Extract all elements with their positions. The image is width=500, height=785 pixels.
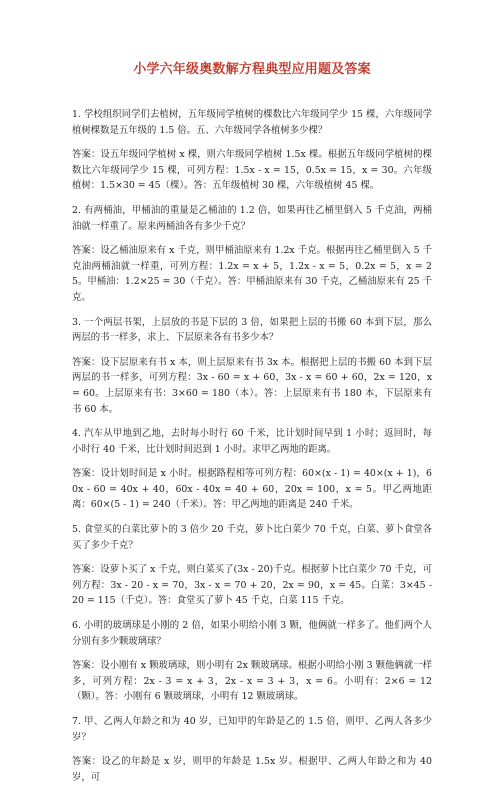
page-title: 小学六年级奥数解方程典型应用题及答案: [133, 62, 371, 77]
question-5: 5. 食堂买的白菜比萝卜的 3 倍少 20 千克，萝卜比白菜少 70 千克，白菜、萝卜食堂各买了多少千克？: [72, 524, 432, 551]
answer-1: 答案：设五年级同学植树 x 棵，则六年级同学植树 1.5x 棵。根据五年级同学植树的棵数比六年级同学少 15 棵，可列方程：1.5x - x = 15，0.5x = 15，x = 30。六年级植树：1.5×30 = 45（棵）。答：五年级植树 30 棵，六年级植树 45 棵。: [72, 149, 432, 192]
problem-5: [72, 522, 432, 609]
question-6: 6. 小明的玻璃球是小刚的 2 倍，如果小明给小刚 3 颗，他俩就一样多了。他们两个人分别有多少颗玻璃球？: [72, 620, 432, 647]
problem-1: [72, 107, 432, 194]
answer-2: 答案：设乙桶油原来有 x 千克，则甲桶油原来有 1.2x 千克。根据再往乙桶里倒入 5 千克油两桶油就一样重，可列方程：1.2x = x + 5，1.2x - x = 5，0.2x = 5，x = 25。甲桶油：1.2×25 = 30（千克）。答：甲桶油原来有 30 千克，乙桶油原来有 25 千克。: [72, 245, 432, 303]
problem-4: [72, 426, 432, 513]
problem-3: [72, 315, 432, 418]
question-4: 4. 汽车从甲地到乙地，去时每小时行 60 千米，比计划时间早到 1 小时；返回时，每小时行 40 千米，比计划时间迟到 1 小时。求甲乙两地的距离。: [72, 428, 432, 455]
question-2: 2. 有两桶油，甲桶油的重量是乙桶油的 1.2 倍，如果再往乙桶里倒入 5 千克油，两桶油就一样重了。原来两桶油各有多少千克？: [72, 204, 432, 232]
question-3: 3. 一个两层书架，上层放的书是下层的 3 倍，如果把上层的书搬 60 本到下层，那么两层的书一样多，求上、下层原来各有书多少本？: [72, 316, 432, 344]
answer-7: 答案：设乙的年龄是 x 岁，则甲的年龄是 1.5x 岁。根据甲、乙两人年龄之和为 40 岁，可: [72, 756, 432, 783]
problem-6: [72, 618, 432, 705]
answer-5: 答案：设萝卜买了 x 千克，则白菜买了(3x - 20)千克。根据萝卜比白菜少 70 千克，可列方程：3x - 20 - x = 70，3x - x = 70 + 20，2x = 90，x = 45。白菜：3×45 - 20 = 115（千克）。答：食堂买了萝卜 45 千克，白菜 115 千克。: [72, 564, 432, 607]
question-1: 1. 学校组织同学们去植树，五年级同学植树的棵数比六年级同学少 15 棵，六年级同学植树棵数是五年级的 1.5 倍。五、六年级同学各植树多少棵？: [72, 109, 432, 136]
answer-3: 答案：设下层原来有书 x 本，则上层原来有书 3x 本。根据把上层的书搬 60 本到下层两层的书一样多，可列方程：3x - 60 = x + 60，3x - x = 60 + 60，2x = 120，x = 60。上层原来有书：3×60 = 180（本）。答：上层原来有书 180 本，下层原来有书 60 本。: [72, 356, 432, 415]
answer-6: 答案：设小刚有 x 颗玻璃球，则小明有 2x 颗玻璃球。根据小明给小刚 3 颗他俩就一样多，可列方程：2x - 3 = x + 3，2x - x = 3 + 3，x = 6。小明有：2×6 = 12（颗）。答：小刚有 6 颗玻璃球，小明有 12 颗玻璃球。: [72, 660, 432, 703]
problem-7: [72, 714, 432, 785]
answer-4: 答案：设计划时间是 x 小时。根据路程相等可列方程：60×(x - 1) = 40×(x + 1)，60x - 60 = 40x + 40，60x - 40x = 40 + 60，20x = 100，x = 5。甲乙两地距离：60×(5 - 1) = 240（千米）。答：甲乙两地的距离是 240 千米。: [72, 468, 432, 511]
question-7: 7. 甲、乙两人年龄之和为 40 岁，已知甲的年龄是乙的 1.5 倍，则甲、乙两人各多少岁？: [72, 716, 432, 743]
problem-2: [72, 203, 432, 306]
